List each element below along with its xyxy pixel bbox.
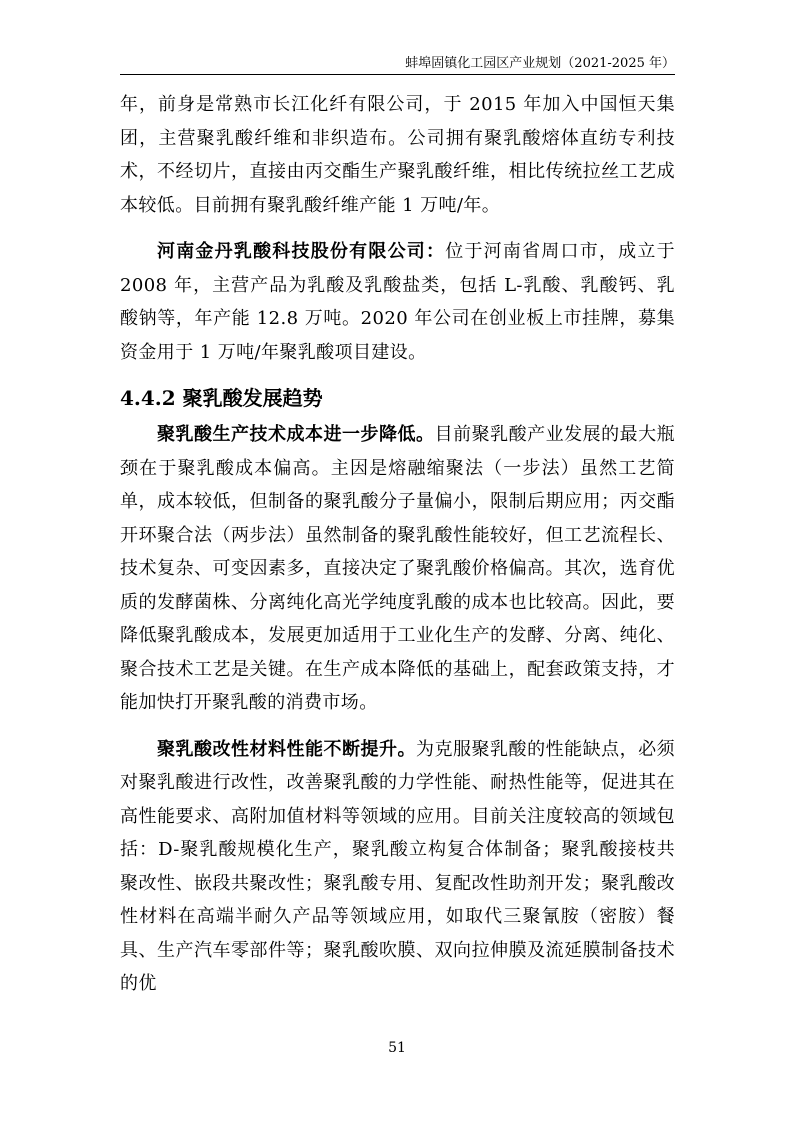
page-header: 蚌埠固镇化工园区产业规划（2021-2025 年） <box>120 54 675 75</box>
paragraph-cost-reduction <box>120 418 675 720</box>
company-name: 河南金丹乳酸科技股份有限公司： <box>157 241 446 262</box>
paragraph-lead: 聚乳酸生产技术成本进一步降低。 <box>157 424 435 445</box>
paragraph-text: 目前聚乳酸产业发展的最大瓶颈在于聚乳酸成本偏高。主因是熔融缩聚法（一步法）虽然工艺简单，成本较低，但制备的聚乳酸分子量偏小，限制后期应用；丙交酯开环聚合法（两步法）虽然制备的聚乳酸性能较好，但工艺流程长、技术复杂、可变因素多，直接决定了聚乳酸价格偏高。其次，选育优质的发酵菌株、分离纯化高光学纯度乳酸的成本也比较高。因此，要降低聚乳酸成本，发展更加适用于工业化生产的发酵、分离、纯化、聚合技术工艺是关键。在生产成本降低的基础上，配套政策支持，才能加快打开聚乳酸的消费市场。 <box>120 424 676 713</box>
paragraph-lead: 聚乳酸改性材料性能不断提升。 <box>157 738 417 760</box>
paragraph-modified-materials <box>120 733 675 1001</box>
paragraph-company-continued <box>120 88 675 222</box>
section-heading: 4.4.2 聚乳酸发展趋势 <box>120 386 323 410</box>
paragraph-company-jindan <box>120 235 675 369</box>
document-body <box>120 88 675 1014</box>
paragraph-text: 位于河南省周口市，成立于 2008 年，主营产品为乳酸及乳酸盐类，包括 L-乳酸、乳酸钙、乳酸钠等，年产能 12.8 万吨。2020 年公司在创业板上市挂牌，募集资金用于 1 万吨/年聚乳酸项目建设。 <box>120 241 675 363</box>
page-number: 51 <box>388 1040 406 1056</box>
paragraph-text: 年，前身是常熟市长江化纤有限公司，于 2015 年加入中国恒天集团，主营聚乳酸纤维和非织造布。公司拥有聚乳酸熔体直纺专利技术，不经切片，直接由丙交酯生产聚乳酸纤维，相比传统拉丝工艺成本较低。目前拥有聚乳酸纤维产能 1 万吨/年。 <box>120 94 675 216</box>
paragraph-text: 为克服聚乳酸的性能缺点，必须对聚乳酸进行改性，改善聚乳酸的力学性能、耐热性能等，促进其在高性能要求、高附加值材料等领域的应用。目前关注度较高的领域包括：D-聚乳酸规模化生产，聚乳酸立构复合体制备；聚乳酸接枝共聚改性、嵌段共聚改性；聚乳酸专用、复配改性助剂开发；聚乳酸改性材料在高端半耐久产品等领域应用，如取代三聚氰胺（密胺）餐具、生产汽车零部件等；聚乳酸吹膜、双向拉伸膜及流延膜制备技术的优 <box>120 738 675 994</box>
